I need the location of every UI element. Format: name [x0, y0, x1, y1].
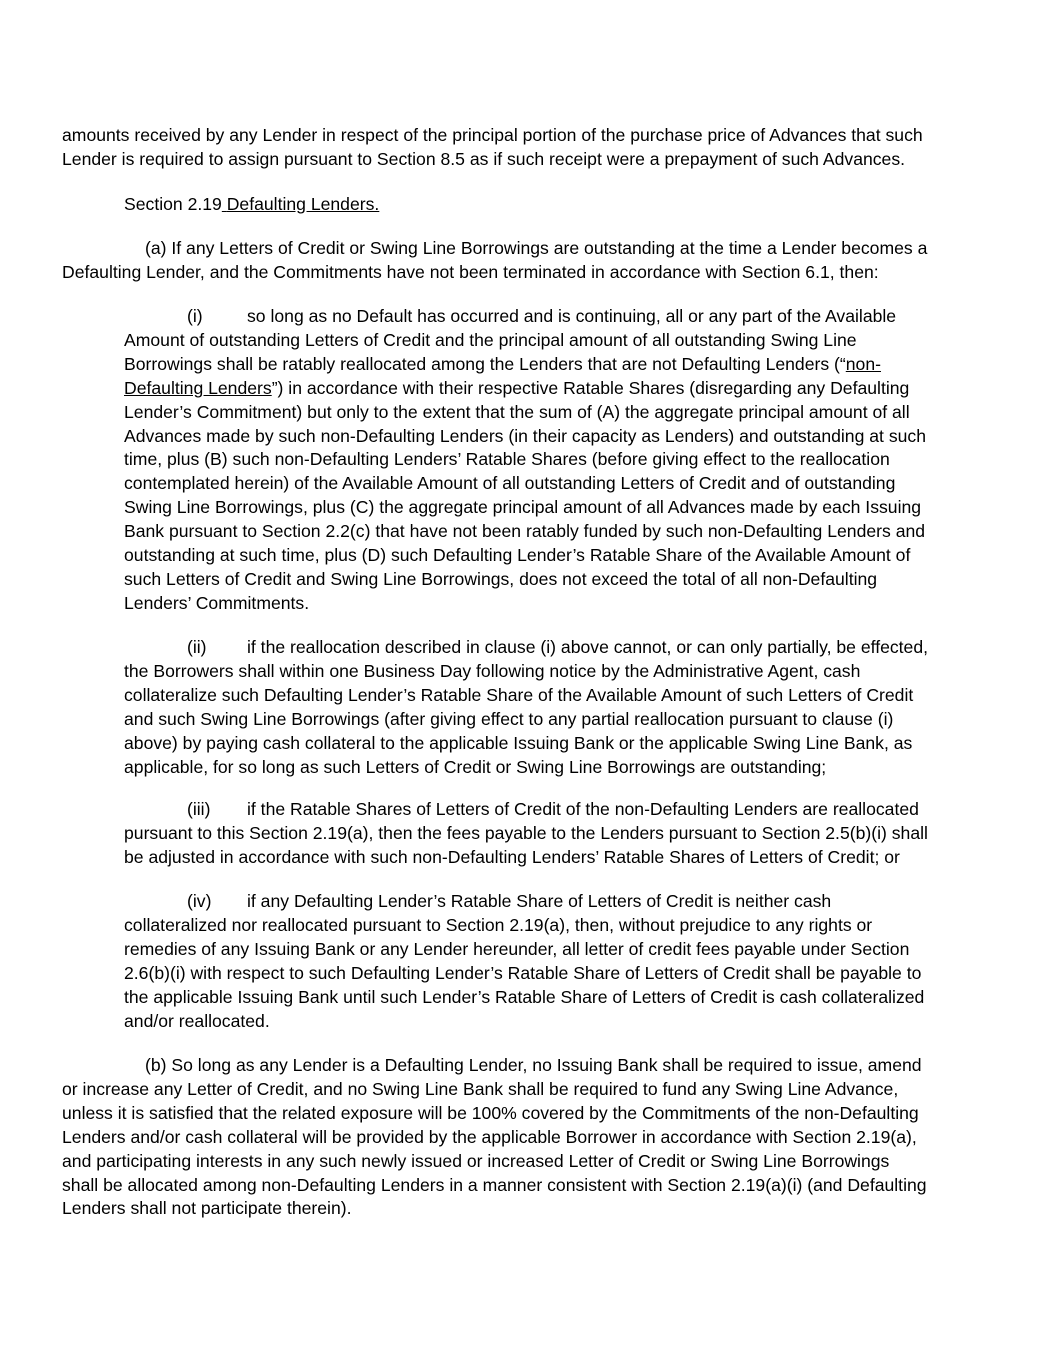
clause-ii-label: (ii)	[187, 637, 207, 657]
defined-term-non-defaulting-lenders: non- Defaulting Lenders	[124, 353, 881, 398]
clause-iii-label: (iii)	[187, 799, 211, 819]
clause-iv-text: if any Defaulting Lender’s Ratable Share of Letters of Credit is neither cash collateralized nor reallocated pursuant to Section 2.19(a), then, without prejudice to any rights or remedies of any Issuing Bank or any Lender hereunder, all letter of credit fees payable under Section 2.6(b)(i) with respect to such Defaulting Lender’s Ratable Share of Letters of Credit shall be payable to the applicable Issuing Bank until such Lender’s Ratable Share of Letters of Credit is cash collateralized and/or reallocated.	[124, 891, 925, 1031]
clause-iv-label: (iv)	[187, 891, 212, 911]
intro-paragraph	[62, 124, 1002, 172]
intro-text: amounts received by any Lender in respect of the principal portion of the purchase price of Advances that such Lender is required to assign pursuant to Section 8.5 as if such receipt were a prepayment of such Advances.	[62, 125, 923, 169]
clause-iii	[124, 798, 999, 870]
clause-ii	[124, 636, 999, 779]
clause-i-label: (i)	[187, 306, 203, 326]
paragraph-b	[62, 1054, 1007, 1221]
clause-iii-text: if the Ratable Shares of Letters of Credit of the non-Defaulting Lenders are reallocated pursuant to this Section 2.19(a), then the fees payable to the Lenders pursuant to Section 2.5(b)(i) shall be adjusted in accordance with such non-Defaulting Lenders’ Ratable Shares of Letters of Credit; or	[124, 799, 928, 867]
section-title	[222, 194, 379, 214]
clause-i-text-part2: ”) in accordance with their respective Ratable Shares (disregarding any Defaulting Lender’s Commitment) but only to the extent that the sum of (A) the aggregate principal amount of all Advances made by such non-Defaulting Lenders (in their capacity as Lenders) and outstanding at such time, plus (B) such non-Defaulting Lenders’ Ratable Shares (before giving effect to the reallocation contemplated herein) of the Available Amount of all outstanding Letters of Credit and of outstanding Swing Line Borrowings, plus (C) the aggregate principal amount of all Advances made by each Issuing Bank pursuant to Section 2.2(c) that have not been ratably funded by such non-Defaulting Lenders and outstanding at such time, plus (D) such Defaulting Lender’s Ratable Share of the Available Amount of such Letters of Credit and Swing Line Borrowings, does not exceed the total of all non-Defaulting Lenders’ Commitments.	[124, 377, 926, 613]
clause-i-text-part1: so long as no Default has occurred and is continuing, all or any part of the Available Amount of outstanding Letters of Credit and the principal amount of all outstanding Swing Line Borrowings shall be ratably reallocated among the Lenders that are not Defaulting Lenders (“	[124, 306, 897, 374]
section-title-text: Defaulting Lenders.	[226, 194, 380, 214]
paragraph-a	[62, 237, 1002, 285]
clause-ii-text: if the reallocation described in clause (i) above cannot, or can only partially, be effected, the Borrowers shall within one Business Day following notice by the Administrative Agent, cash collateralize such Defaulting Lender’s Ratable Share of the Available Amount of such Letters of Credit and such Swing Line Borrowings (after giving effect to any partial reallocation pursuant to clause (i) above) by paying cash collateral to the applicable Issuing Bank or the applicable Swing Line Bank, as applicable, for so long as such Letters of Credit or Swing Line Borrowings are outstanding;	[124, 637, 929, 777]
section-heading	[124, 193, 724, 217]
section-number: Section 2.19	[124, 194, 222, 214]
clause-i	[124, 305, 999, 616]
clause-iv	[124, 890, 999, 1033]
paragraph-a-text: (a) If any Letters of Credit or Swing Line Borrowings are outstanding at the time a Lender becomes a Defaulting Lender, and the Commitments have not been terminated in accordance with Section 6.1, then:	[62, 238, 928, 282]
paragraph-b-text: (b) So long as any Lender is a Defaulting Lender, no Issuing Bank shall be required to issue, amend or increase any Letter of Credit, and no Swing Line Bank shall be required to fund any Swing Line Advance, unless it is satisfied that the related exposure will be 100% covered by the Commitments of the non-Defaulting Lenders and/or cash collateral will be provided by the applicable Borrower in accordance with Section 2.19(a), and participating interests in any such newly issued or increased Letter of Credit or Swing Line Borrowings shall be allocated among non-Defaulting Lenders in a manner consistent with Section 2.19(a)(i) (and Defaulting Lenders shall not participate therein).	[62, 1055, 927, 1219]
